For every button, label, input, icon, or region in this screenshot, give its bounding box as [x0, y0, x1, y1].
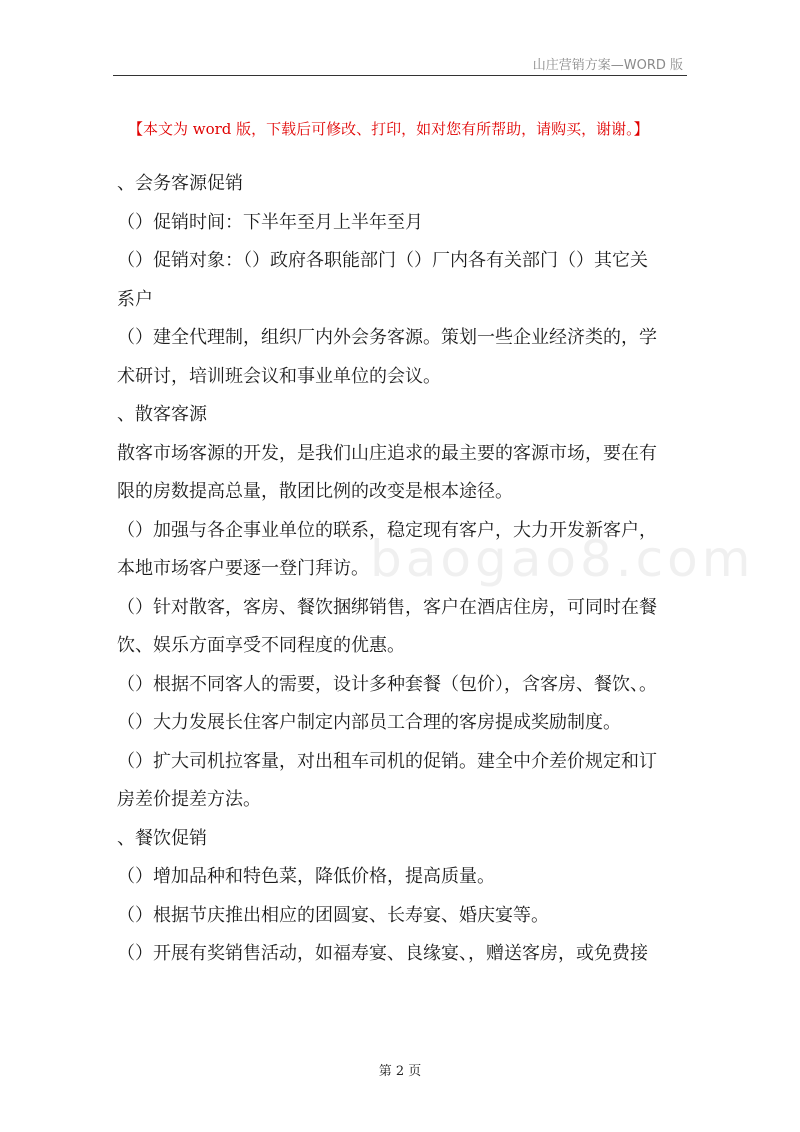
- paragraph-line: 房差价提差方法。: [117, 789, 261, 810]
- paragraph-line: 术研讨，培训班会议和事业单位的会议。: [117, 365, 441, 387]
- paragraph-line: （）根据不同客人的需要，设计多种套餐（包价），含客房、餐饮、。: [117, 673, 657, 695]
- paragraph-line: （）促销时间：下半年至月上半年至月: [117, 211, 423, 233]
- paragraph-line: （）大力发展长住客户制定内部员工合理的客房提成奖励制度。: [117, 712, 621, 733]
- document-body: [117, 165, 685, 974]
- paragraph-line: （）建全代理制，组织厂内外会务客源。策划一些企业经济类的，学: [117, 327, 657, 348]
- paragraph-line: （）针对散客，客房、餐饮捆绑销售，客户在酒店住房，可同时在餐: [117, 596, 657, 618]
- section-heading-conference: 、会务客源促销: [117, 173, 243, 194]
- paragraph-line: 散客市场客源的开发，是我们山庄追求的最主要的客源市场，要在有: [117, 442, 657, 464]
- paragraph-line: （）加强与各企事业单位的联系，稳定现有客户，大力开发新客户，: [117, 519, 657, 541]
- header-divider: [113, 75, 687, 76]
- section-heading-catering: 、餐饮促销: [117, 827, 207, 849]
- download-notice: 【本文为 word 版，下载后可修改、打印，如对您有所帮助，请购买，谢谢。】: [128, 120, 649, 138]
- paragraph-line: 饮、娱乐方面享受不同程度的优惠。: [117, 635, 405, 656]
- paragraph-line: （）扩大司机拉客量，对出租车司机的促销。建全中介差价规定和订: [117, 750, 657, 772]
- paragraph-line: （）促销对象：（）政府各职能部门（）厂内各有关部门（）其它关: [117, 250, 648, 271]
- section-heading-individual: 、散客客源: [117, 404, 207, 425]
- watermark: baogao8.com: [370, 530, 755, 588]
- page-header-title: 山庄营销方案—WORD 版: [532, 58, 683, 73]
- paragraph-line: 系户: [117, 288, 153, 310]
- paragraph-line: 本地市场客户要逐一登门拜访。: [117, 558, 369, 579]
- paragraph-line: （）根据节庆推出相应的团圆宴、长寿宴、婚庆宴等。: [117, 904, 549, 926]
- paragraph-line: （）开展有奖销售活动，如福寿宴、良缘宴、，赠送客房，或免费接: [117, 943, 648, 964]
- paragraph-line: 限的房数提高总量，散团比例的改变是根本途径。: [117, 481, 513, 502]
- page-number: 第 2 页: [378, 1064, 422, 1079]
- paragraph-line: （）增加品种和特色菜，降低价格，提高质量。: [117, 866, 495, 887]
